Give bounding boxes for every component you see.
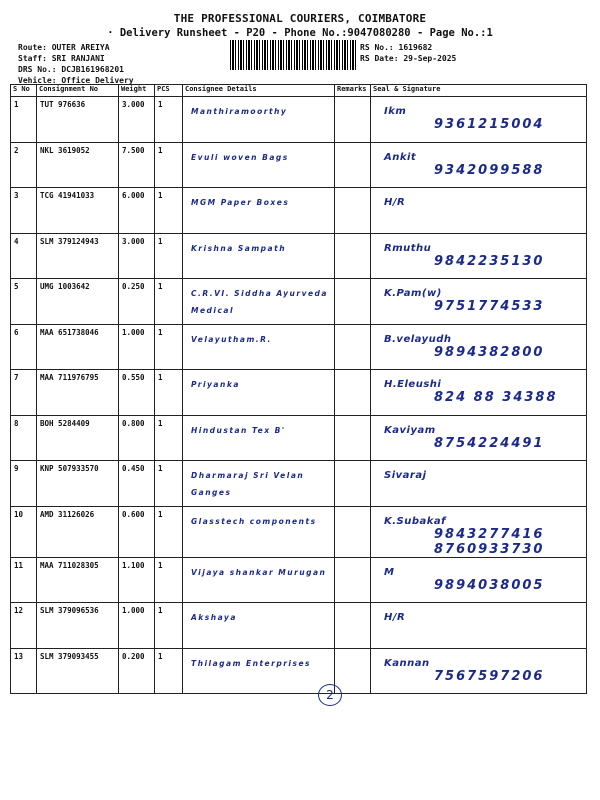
sno-cell: 6 xyxy=(11,324,37,370)
consignee-cell: Dharmaraj Sri Velan Ganges xyxy=(183,461,335,507)
signature-name: Kaviyam xyxy=(384,424,436,436)
col-consignment: Consignment No xyxy=(37,85,119,97)
sno-cell: 5 xyxy=(11,279,37,325)
signature-name: B.velayudh xyxy=(384,333,452,345)
consignee-cell: Manthiramoorthy xyxy=(183,97,335,143)
sno-cell: 9 xyxy=(11,461,37,507)
signature-phone: 8754224491 xyxy=(434,435,545,451)
signature-name: K.Pam(w) xyxy=(384,288,442,299)
weight-cell: 0.250 xyxy=(119,279,155,325)
signature-name: M xyxy=(384,566,395,578)
sno-cell: 12 xyxy=(11,603,37,649)
col-consignee: Consignee Details xyxy=(183,85,335,97)
sno-cell: 11 xyxy=(11,557,37,603)
sno-cell: 1 xyxy=(11,97,37,143)
consignment-cell: SLM 379096536 xyxy=(37,603,119,649)
table-row xyxy=(11,603,587,649)
signature-cell xyxy=(371,233,587,279)
weight-cell: 7.500 xyxy=(119,142,155,188)
signature-name: K.Subakaf xyxy=(384,515,447,527)
signature-cell xyxy=(371,557,587,603)
meta-right xyxy=(360,42,456,64)
signature-phone: 9894038005 xyxy=(434,577,545,593)
remarks-cell xyxy=(335,97,371,143)
pcs-cell: 1 xyxy=(155,97,183,143)
route-label: Route: OUTER AREIYA xyxy=(18,43,110,52)
signature-phone: 7567597206 xyxy=(434,668,545,684)
consignee-cell: C.R.VI. Siddha Ayurveda Medical xyxy=(183,279,335,325)
weight-cell: 0.800 xyxy=(119,415,155,461)
table-row xyxy=(11,142,587,188)
runsheet-subtitle: · Delivery Runsheet - P20 - Phone No.:9047080280 - Page No.:1 xyxy=(107,27,493,39)
table-row xyxy=(11,461,587,507)
remarks-cell xyxy=(335,461,371,507)
signature-cell xyxy=(371,648,587,694)
staff-label: Staff: SRI RANJANI xyxy=(18,54,105,63)
weight-cell: 1.000 xyxy=(119,324,155,370)
meta-left xyxy=(18,42,134,86)
weight-cell: 6.000 xyxy=(119,188,155,234)
consignee-cell: Evuli woven Bags xyxy=(183,142,335,188)
signature-cell xyxy=(371,415,587,461)
consignment-cell: AMD 31126026 xyxy=(37,506,119,557)
table-row xyxy=(11,557,587,603)
page-mark: 2 xyxy=(318,684,342,706)
remarks-cell xyxy=(335,279,371,325)
vehicle-label: Vehicle: Office Delivery xyxy=(18,76,134,85)
signature-cell xyxy=(371,506,587,557)
pcs-cell: 1 xyxy=(155,461,183,507)
weight-cell: 0.450 xyxy=(119,461,155,507)
pcs-cell: 1 xyxy=(155,603,183,649)
consignment-cell: MAA 711976795 xyxy=(37,370,119,416)
pcs-cell: 1 xyxy=(155,415,183,461)
signature-phone: 9751774533 xyxy=(434,299,545,314)
table-row xyxy=(11,279,587,325)
consignee-cell: Velayutham.R. xyxy=(183,324,335,370)
runsheet-table xyxy=(10,84,587,694)
pcs-cell: 1 xyxy=(155,279,183,325)
signature-phone: 9361215004 xyxy=(434,117,545,132)
table-row xyxy=(11,188,587,234)
pcs-cell: 1 xyxy=(155,233,183,279)
signature-name: Sivaraj xyxy=(384,470,427,481)
remarks-cell xyxy=(335,370,371,416)
pcs-cell: 1 xyxy=(155,142,183,188)
signature-cell xyxy=(371,142,587,188)
remarks-cell xyxy=(335,142,371,188)
pcs-cell: 1 xyxy=(155,324,183,370)
signature-name: Ikm xyxy=(384,106,407,117)
sno-cell: 4 xyxy=(11,233,37,279)
signature-phone: 9342099588 xyxy=(434,162,545,178)
remarks-cell xyxy=(335,648,371,694)
col-sno: S No xyxy=(11,85,37,97)
consignee-cell: Glasstech components xyxy=(183,506,335,557)
weight-cell: 3.000 xyxy=(119,233,155,279)
signature-cell xyxy=(371,603,587,649)
table-row xyxy=(11,415,587,461)
remarks-cell xyxy=(335,324,371,370)
signature-phone: 9842235130 xyxy=(434,253,545,269)
signature-phone: 9894382800 xyxy=(434,344,545,360)
rs-date-label: RS Date: 29-Sep-2025 xyxy=(360,54,457,63)
remarks-cell xyxy=(335,188,371,234)
consignee-cell: Akshaya xyxy=(183,603,335,649)
consignee-cell: Thilagam Enterprises xyxy=(183,648,335,694)
table-row xyxy=(11,97,587,143)
consignment-cell: BOH 5284409 xyxy=(37,415,119,461)
consignee-cell: Hindustan Tex B' xyxy=(183,415,335,461)
col-remarks: Remarks xyxy=(335,85,371,97)
weight-cell: 1.000 xyxy=(119,603,155,649)
sno-cell: 3 xyxy=(11,188,37,234)
remarks-cell xyxy=(335,557,371,603)
signature-cell xyxy=(371,279,587,325)
sno-cell: 8 xyxy=(11,415,37,461)
weight-cell: 1.100 xyxy=(119,557,155,603)
consignee-cell: Priyanka xyxy=(183,370,335,416)
table-row xyxy=(11,648,587,694)
consignment-cell: NKL 3619052 xyxy=(37,142,119,188)
sno-cell: 13 xyxy=(11,648,37,694)
remarks-cell xyxy=(335,603,371,649)
signature-name: H/R xyxy=(384,197,406,208)
consignment-cell: SLM 379093455 xyxy=(37,648,119,694)
consignee-cell: Krishna Sampath xyxy=(183,233,335,279)
signature-name: H/R xyxy=(384,612,406,623)
sno-cell: 10 xyxy=(11,506,37,557)
signature-cell xyxy=(371,461,587,507)
table-row xyxy=(11,324,587,370)
barcode xyxy=(230,40,356,70)
pcs-cell: 1 xyxy=(155,557,183,603)
remarks-cell xyxy=(335,506,371,557)
consignment-cell: MAA 711028305 xyxy=(37,557,119,603)
signature-phone: 9843277416 8760933730 xyxy=(434,526,545,557)
pcs-cell: 1 xyxy=(155,370,183,416)
signature-cell xyxy=(371,97,587,143)
pcs-cell: 1 xyxy=(155,506,183,557)
weight-cell: 0.600 xyxy=(119,506,155,557)
consignee-cell: Vijaya shankar Murugan xyxy=(183,557,335,603)
consignment-cell: TCG 41941033 xyxy=(37,188,119,234)
signature-name: Kannan xyxy=(384,657,430,669)
pcs-cell: 1 xyxy=(155,648,183,694)
consignment-cell: TUT 976636 xyxy=(37,97,119,143)
company-title: THE PROFESSIONAL COURIERS, COIMBATORE xyxy=(173,12,427,25)
consignment-cell: MAA 651738046 xyxy=(37,324,119,370)
table-row xyxy=(11,233,587,279)
consignee-cell: MGM Paper Boxes xyxy=(183,188,335,234)
signature-cell xyxy=(371,370,587,416)
table-row xyxy=(11,370,587,416)
col-weight: Weight xyxy=(119,85,155,97)
consignment-cell: UMG 1003642 xyxy=(37,279,119,325)
sno-cell: 7 xyxy=(11,370,37,416)
pcs-cell: 1 xyxy=(155,188,183,234)
consignment-cell: KNP 507933570 xyxy=(37,461,119,507)
weight-cell: 0.550 xyxy=(119,370,155,416)
signature-name: Ankit xyxy=(384,151,417,163)
signature-name: Rmuthu xyxy=(384,242,432,254)
signature-cell xyxy=(371,188,587,234)
signature-phone: 824 88 34388 xyxy=(434,390,558,405)
weight-cell: 0.200 xyxy=(119,648,155,694)
consignment-cell: SLM 379124943 xyxy=(37,233,119,279)
drs-label: DRS No.: DCJB161968201 xyxy=(18,65,124,74)
remarks-cell xyxy=(335,415,371,461)
col-signature: Seal & Signature xyxy=(371,85,587,97)
rs-no-label: RS No.: 1619682 xyxy=(360,43,433,52)
signature-cell xyxy=(371,324,587,370)
signature-name: H.Eleushi xyxy=(384,379,442,390)
col-pcs: PCS xyxy=(155,85,183,97)
weight-cell: 3.000 xyxy=(119,97,155,143)
sno-cell: 2 xyxy=(11,142,37,188)
remarks-cell xyxy=(335,233,371,279)
table-header-row xyxy=(11,85,587,97)
table-row xyxy=(11,506,587,557)
